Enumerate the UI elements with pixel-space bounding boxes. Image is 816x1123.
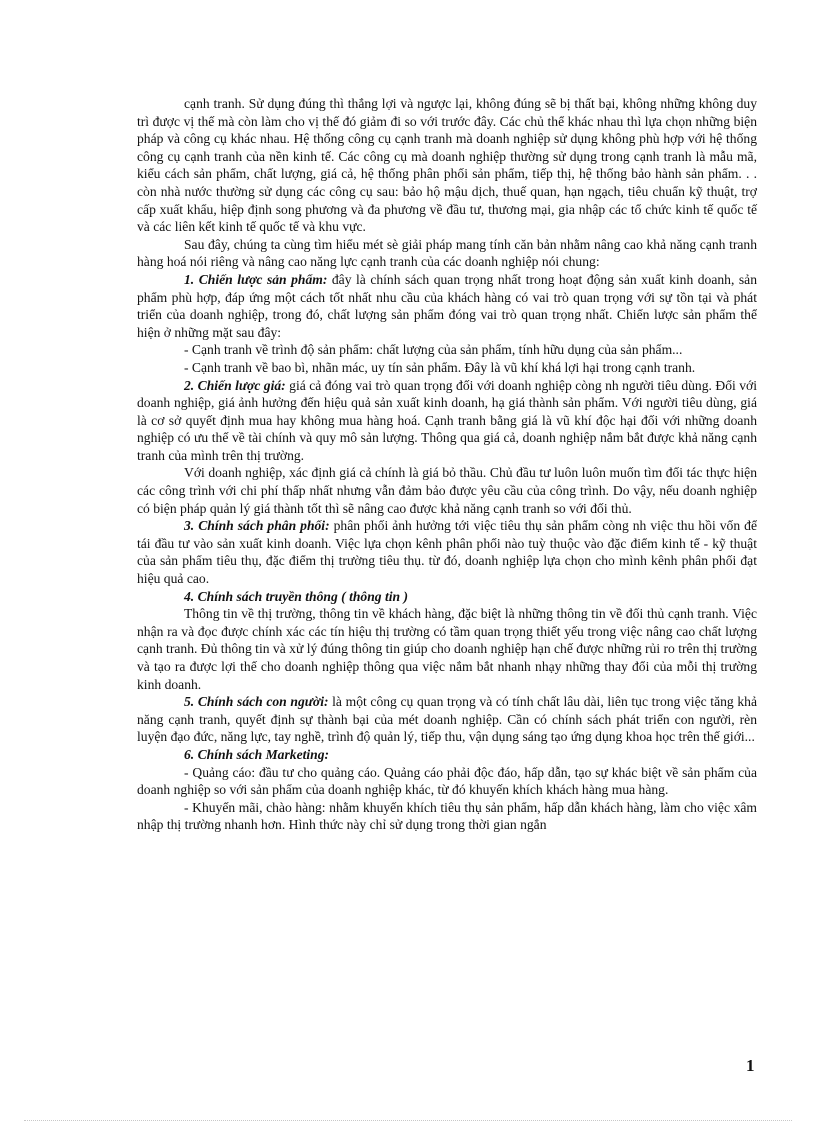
section-distribution-policy	[137, 517, 757, 587]
bullet-promotion: - Khuyến mãi, chào hàng: nhằm khuyến khích tiêu thụ sản phẩm, hấp dẫn khách hàng, làm cho việc xâm nhập thị trường nhanh hơn. Hình thức này chỉ sử dụng trong thời gian ngắn	[137, 799, 757, 833]
section-title-marketing-policy: 6. Chính sách Marketing:	[184, 746, 330, 762]
section-title-product-strategy: 1. Chiến lược sản phẩm:	[184, 271, 328, 287]
document-body	[137, 95, 757, 834]
section-title-communication-policy: 4. Chính sách truyền thông ( thông tin )	[184, 588, 408, 604]
section-price-strategy	[137, 377, 757, 465]
section-text-product-strategy: đây là chính sách quan trọng nhất trong hoạt động sản xuất kinh doanh, sản phẩm phù hợp, đáp ứng một cách tốt nhất nhu cầu của khách hàng có vai trò quan trọng với sự tồn tại và phát triển của doanh nghiệp, trong đó, chất lượng sản phẩm đóng vai trò quan trọng nhất. Chiến lược sản phẩm thể hiện ở những mặt sau đây:	[137, 271, 757, 340]
section-people-policy	[137, 693, 757, 746]
section-title-distribution-policy: 3. Chính sách phân phối:	[184, 518, 330, 534]
bullet-advertising: - Quảng cáo: đầu tư cho quảng cáo. Quảng cáo phải độc đáo, hấp dẫn, tạo sự khác biệt về sản phẩm của doanh nghiệp so với sản phẩm của doanh nghiệp khác, từ đó khuyến khích khách hàng mua hàng.	[137, 764, 757, 798]
section-title-price-strategy: 2. Chiến lược giá:	[184, 377, 286, 393]
page-bottom-divider	[24, 1120, 792, 1121]
paragraph-competition-tools: cạnh tranh. Sử dụng đúng thì thắng lợi và ngược lại, không đúng sẽ bị thất bại, không những không duy trì được vị thế mà còn làm cho vị thế đó giảm đi so với trước đây. Các chủ thể khác nhau thì lựa chọn những biện pháp và công cụ khác nhau. Hệ thống công cụ cạnh tranh mà doanh nghiệp sử dụng không phù hợp với hệ thống công cụ cạnh tranh của nền kinh tế. Các công cụ mà doanh nghiệp thường sử dụng trong cạnh tranh là mẫu mã, kiểu cách sản phẩm, chất lượng, giá cả, hệ thống phân phối sản phẩm, tiếp thị, hệ thống bảo hành sản phẩm. . . còn nhà nước thường sử dụng các công cụ sau: bảo hộ mậu dịch, thuế quan, hạn ngạch, tiêu chuẩn kỹ thuật, trợ cấp xuất khẩu, hiệp định song phương và đa phương về đầu tư, thương mại, gia nhập các tổ chức kinh tế quốc tế và các liên kết kinh tế quốc tế và khu vực.	[137, 96, 757, 235]
section-product-strategy	[137, 271, 757, 341]
paragraph-bid-price: Với doanh nghiệp, xác định giá cả chính là giá bỏ thầu. Chủ đầu tư luôn luôn muốn tìm đối tác thực hiện các công trình với chi phí thấp nhất nhưng vẫn đảm bảo được yêu cầu của công trình. Do vậy, nếu doanh nghiệp có biện pháp quản lý giá thành tốt thì sẽ nâng cao được khả năng cạnh tranh so với đối thủ.	[137, 465, 757, 516]
bullet-packaging: - Cạnh tranh về bao bì, nhãn mác, uy tín sản phẩm. Đây là vũ khí khá lợi hại trong cạnh tranh.	[184, 359, 696, 375]
section-text-people-policy: là một công cụ quan trọng và có tính chất lâu dài, liên tục trong việc tăng khả năng cạnh tranh, quyết định sự thành bại của mét doanh nghiệp. Cần có chính sách phát triển con người, rèn luyện đạo đức, năng lực, tay nghề, trình độ quản lý, tiếp thu, vận dụng sáng tạo ứng dụng khoa học trên thế giới...	[137, 694, 757, 745]
bullet-product-level: - Cạnh tranh về trình độ sản phẩm: chất lượng của sản phẩm, tính hữu dụng của sản phẩm...	[184, 342, 683, 358]
section-text-price-strategy: giá cả đóng vai trò quan trọng đối với doanh nghiệp còng nh người tiêu dùng. Đối với doanh nghiệp, giá ảnh hưởng đến hiệu quả sản xuất kinh doanh, hạ giá thành sản phẩm. Với người tiêu dùng, giá là cơ sở quyết định mua hay không mua hàng hoá. Cạnh tranh bằng giá là vũ khí độc hại đối với những doanh nghiệp có ưu thế về tài chính và quy mô sản lượng. Thông qua giá cả, doanh nghiệp nắm bắt được khả năng cạnh tranh của mình trên thị trường.	[137, 377, 757, 463]
section-text-distribution-policy: phân phối ảnh hưởng tới việc tiêu thụ sản phẩm còng nh việc thu hồi vốn để tái đầu tư vào sản xuất kinh doanh. Việc lựa chọn kênh phân phối nào tuỳ thuộc vào đặc điểm kinh tế - kỹ thuật của sản phẩm tiêu thụ, đặc điểm thị trường tiêu thụ. từ đó, doanh nghiệp lựa chọn cho mình kênh phân phối đạt hiệu quả cao.	[137, 518, 757, 587]
section-title-people-policy: 5. Chính sách con người:	[184, 694, 329, 710]
paragraph-communication-policy: Thông tin về thị trường, thông tin về khách hàng, đặc biệt là những thông tin về đối thủ cạnh tranh. Việc nhận ra và đọc được chính xác các tín hiệu thị trường có tầm quan trọng thiết yếu trong việc nâng cao chất lượng cạnh tranh. Đủ thông tin và xử lý đúng thông tin giúp cho doanh nghiệp hạn chế được những rủi ro trên thị trường và tạo ra được lợi thế cho doanh nghiệp thông qua việc nắm bắt nhanh nhạy những thay đổi của mỗi thị trường kinh doanh.	[137, 606, 757, 692]
page-number: 1	[746, 1056, 755, 1075]
paragraph-solutions-intro: Sau đây, chúng ta cùng tìm hiểu mét sè giải pháp mang tính căn bản nhằm nâng cao khả năng cạnh tranh hàng hoá nói riêng và nâng cao năng lực cạnh tranh của các doanh nghiệp nói chung:	[137, 236, 757, 270]
